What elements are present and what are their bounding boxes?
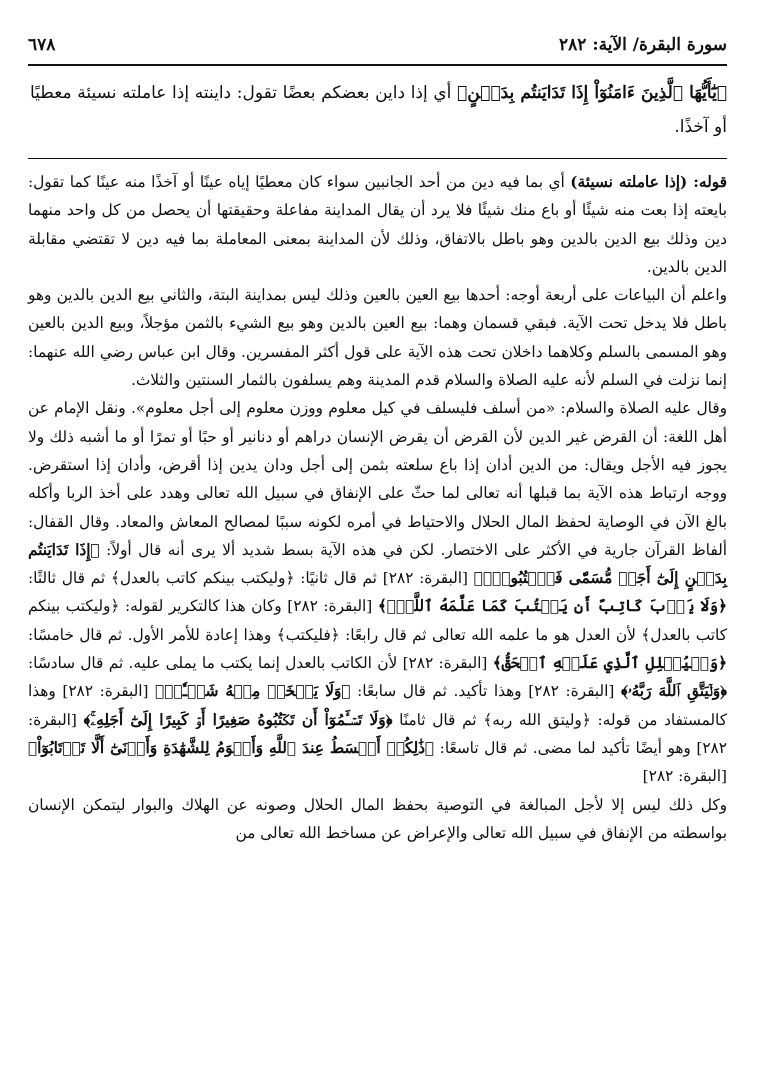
page-number: ٦٧٨ (28, 35, 56, 55)
commentary-section (30, 76, 727, 144)
paragraph-text: لأن الكاتب بالعدل إنما يكتب ما يملى عليه. ثم قال سادسًا: (28, 654, 398, 673)
quran-verse: ﴿يَٰٓأَيُّهَا ٱلَّذِينَ ءَامَنُوٓاْ إِذَا تَدَايَنتُم بِدَيۡنٍ﴾ (457, 83, 727, 103)
commentary-text: أي إذا داين بعضكم بعضًا تقول: داينته إذا عاملته نسيئة معطيًا أو آخذًا. (30, 83, 727, 137)
paragraph-text: وقال عليه الصلاة والسلام: «من أسلف فليسلف في كيل معلوم ووزن معلوم إلى أجل معلوم». ونقل الإمام عن أهل اللغة: أن القرض غير الدين لأن القرض أن يقرض الإنسان دراهم أو دنانير أو حبًا أو تمرًا أو ما أشبه ذلك ولا يجوز فيه الأجل ويقال: من الدين أدان إذا باع سلعته بثمن إلى أجل ودان يدين إذا أقرض، وأدان إذا استقرض. ووجه ارتباط هذه الآية بما قبلها أنه تعالى لما حثّ على الإنفاق في سبيل الله تعالى وهدد على أخذ الربا وأكله بالغ الآن في الوصاية لحفظ المال الحلال والاحتياط في أمره لكونه سببًا لمصالح المعاش والمعاد. وقال القفال: ألفاظ القرآن جارية في الأكثر على الاختصار. لكن في هذه الآية بسط شديد ألا يرى أنه قال أولاً: (28, 399, 727, 559)
gloss-body (28, 168, 727, 847)
verse-ref: [البقرة: ٢٨٢] (528, 682, 615, 701)
quran-quote: ﴿وَلَا يَبۡخَسۡ مِنۡهُ شَيۡـٔٗاۚ﴾ (155, 682, 351, 701)
verse-ref: [البقرة: ٢٨٢] (28, 710, 727, 757)
paragraph-text: أي بما فيه دين من أحد الجانبين سواء كان معطيًا إياه عينًا أو آخذًا منه عينًا كما تقول: بايعته إذا بعت منه شيئًا أو باع منك شيئًا فلا يرد أن يقال المداينة مفاعلة وحقيقتها أن يحصل من كل واحد منهما دين وذلك بيع الدين بالدين وهو باطل بالاتفاق، وذلك لأن المداينة بمعنى المعاملة بما فيه دين لا تقتضي مقابلة الدين بالدين. (28, 173, 727, 276)
paragraph-4: وكل ذلك ليس إلا لأجل المبالغة في التوصية بحفظ المال الحلال وصونه عن الهلاك والبوار ليتمكن الإنسان بواسطته من الإنفاق في سبيل الله تعالى والإعراض عن مساخط الله تعالى من (28, 795, 727, 842)
running-head (28, 30, 727, 60)
verse-ref: [البقرة: ٢٨٢] (287, 597, 373, 616)
paragraph-text: وهذا كالمستفاد من قوله: ﴿وليتق الله ربه﴾ ثم قال ثامنًا (28, 682, 727, 729)
verse-ref: [البقرة: ٢٨٢] (402, 654, 488, 673)
surah-reference: سورة البقرة/ الآية: ٢٨٢ (559, 35, 727, 55)
quran-quote: ﴿وَلۡيَتَّقِ ٱللَّهَ رَبَّهُۥ﴾ (620, 682, 727, 701)
verse-ref: [البقرة: ٢٨٢] (382, 569, 468, 588)
paragraph-3 (28, 394, 727, 790)
lemma-heading: قوله: (إذا عاملته نسيئة) (570, 173, 727, 191)
quran-quote: ﴿وَلَا تَسۡـَٔمُوٓاْ أَن تَكۡتُبُوهُ صَغِيرًا أَوۡ كَبِيرًا إِلَىٰٓ أَجَلِهِۦۚ﴾ (83, 710, 393, 729)
quran-quote: ﴿ذَٰلِكُمۡ أَقۡسَطُ عِندَ ٱللَّهِ وَأَقۡوَمُ لِلشَّهَٰدَةِ وَأَدۡنَىٰٓ أَلَّا تَرۡتَابُوٓاْ﴾ (28, 738, 435, 757)
paragraph-1 (28, 168, 727, 281)
paragraph-text: وهذا تأكيد. ثم قال سابعًا: (357, 682, 522, 701)
quran-quote: ﴿وَلَا يَأۡبَ كَاتِبٌ أَن يَكۡتُبَ كَمَا عَلَّمَهُ ٱللَّهُۚ﴾ (377, 597, 727, 616)
paragraph-text: وهو أيضًا تأكيد لما مضى. ثم قال تاسعًا: (439, 738, 691, 757)
paragraph-text: ثم قال ثانيًا: ﴿وليكتب بينكم كاتب بالعدل﴾ ثم قال ثالثًا: (28, 569, 377, 588)
paragraph-text: وكان هذا كالتكرير لقوله: ﴿وليكتب بينكم كاتب بالعدل﴾ لأن العدل هو ما علمه الله تعالى ثم قال رابعًا: ﴿فليكتب﴾ وهذا إعادة للأمر الأول. ثم قال خامسًا: (28, 597, 727, 644)
verse-ref: [البقرة: ٢٨٢] (642, 767, 727, 786)
quran-quote: ﴿وَلۡيُمۡلِلِ ٱلَّذِي عَلَيۡهِ ٱلۡحَقُّ﴾ (492, 654, 727, 673)
separator-rule (28, 158, 727, 159)
quran-quote: ﴿إِذَا تَدَايَنتُم بِدَيۡنٍ إِلَىٰٓ أَجَلٖ مُّسَمّٗى فَٱكۡتُبُوهُۚ﴾ (28, 540, 727, 588)
verse-ref: [البقرة: ٢٨٢] (62, 682, 149, 701)
paragraph-2: واعلم أن البياعات على أربعة أوجه: أحدها بيع العين بالعين وذلك ليس بمداينة البتة، والثاني بيع الدين بالدين وهو باطل فلا يدخل تحت الآية. فبقي قسمان وهما: بيع العين بالدين وهو بيع الشيء بالثمن مؤجلاً، وبيع الدين بالعين وهو المسمى بالسلم وكلاهما داخلان تحت هذه الآية على قول أكثر المفسرين. وقال ابن عباس رضي الله عنهما: إنما نزلت في السلم لأنه عليه الصلاة والسلام قدم المدينة وهم يسلفون بالثمار السنتين والثلاث. (28, 286, 727, 390)
header-rule (28, 64, 727, 66)
